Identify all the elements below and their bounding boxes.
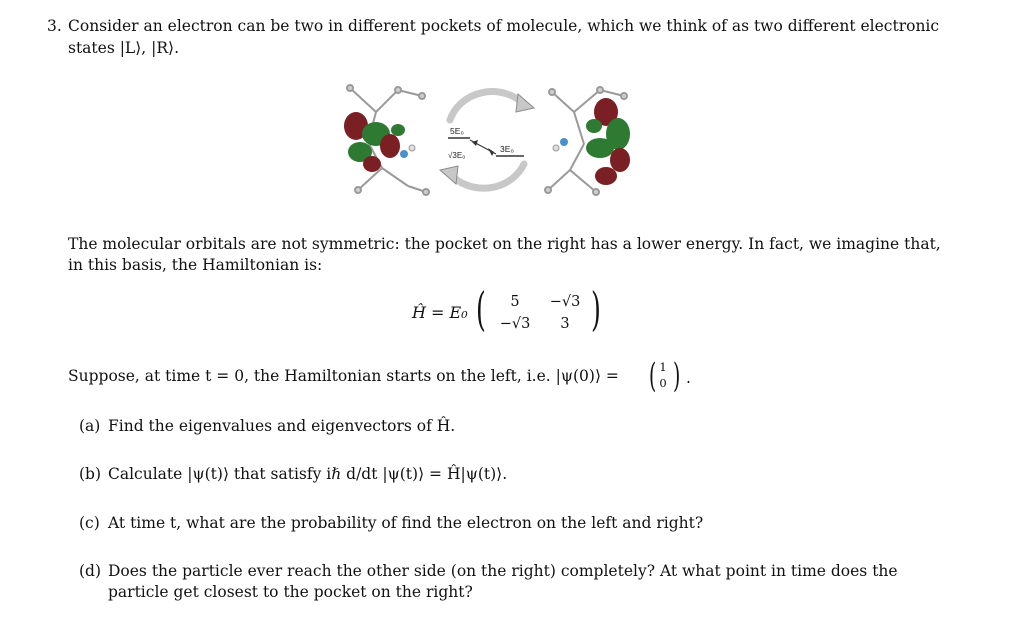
- question-a-label: (a): [79, 417, 101, 435]
- problem-intro-line1: Consider an electron can be two in different pockets of molecule, which we think of as two different electronic: [68, 17, 940, 35]
- vector-bottom: 0: [659, 376, 667, 390]
- question-d-label: (d): [79, 562, 102, 580]
- right-orbital-lobes: [553, 98, 630, 185]
- question-c-label: (c): [79, 514, 100, 532]
- question-b-text: Calculate |ψ(t)⟩ that satisfy iℏ d/dt |ψ(t)⟩ = Ĥ|ψ(t)⟩.: [108, 465, 508, 483]
- question-b-label: (b): [79, 465, 102, 483]
- level-right-label: 3E₀: [500, 144, 514, 154]
- matrix-m22: 3: [560, 316, 570, 332]
- matrix-m11: 5: [510, 294, 520, 310]
- hamiltonian-lhs: Ĥ = E₀: [412, 303, 468, 322]
- molecule-illustration: [338, 82, 636, 198]
- paragraph-line2: in this basis, the Hamiltonian is:: [68, 256, 323, 274]
- problem-number: 3.: [47, 17, 62, 35]
- question-d-text: Does the particle ever reach the other side (on the right) completely? At what point in time does the: [108, 562, 898, 580]
- vector-right-paren: ): [672, 356, 681, 396]
- initial-condition-text: Suppose, at time t = 0, the Hamiltonian starts on the left, i.e. |ψ(0)⟩ =: [68, 367, 619, 385]
- question-a-text: Find the eigenvalues and eigenvectors of Ĥ.: [108, 417, 456, 435]
- exchange-arrows: [450, 92, 524, 189]
- matrix-m12: −√3: [549, 294, 581, 310]
- molecule-figure: [338, 82, 636, 198]
- coupling-label: √3E₀: [448, 151, 466, 160]
- paragraph-line1: The molecular orbitals are not symmetric: the pocket on the right has a lower energy. In fact, we imagine that,: [68, 235, 941, 253]
- level-left-label: 5E₀: [450, 126, 464, 136]
- left-orbital-lobes: [344, 112, 415, 172]
- vector-left-paren: (: [648, 356, 657, 396]
- matrix-left-paren: (: [476, 282, 486, 336]
- matrix-right-paren: ): [591, 282, 601, 336]
- question-c-text: At time t, what are the probability of find the electron on the left and right?: [108, 514, 704, 532]
- vector-period: .: [686, 369, 691, 387]
- question-d-text-line2: particle get closest to the pocket on the right?: [108, 583, 473, 601]
- problem-intro-line2: states |L⟩, |R⟩.: [68, 39, 179, 57]
- vector-top: 1: [659, 360, 667, 374]
- matrix-m21: −√3: [499, 316, 531, 332]
